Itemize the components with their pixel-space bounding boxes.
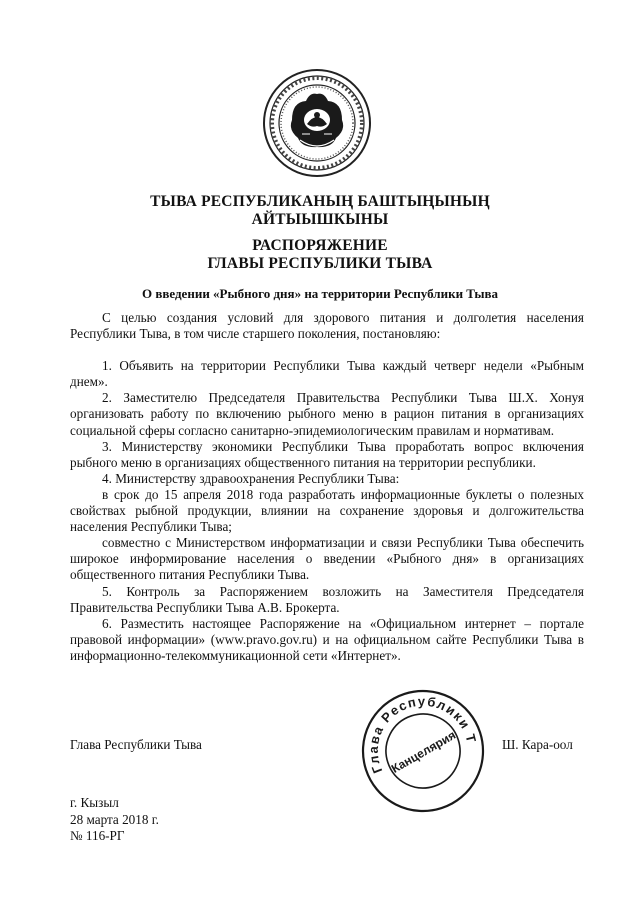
document-body <box>70 310 584 664</box>
paragraph-item-3: 3. Министерству экономики Республики Тыва проработать вопрос включения рыбного меню в организациях общественного питания на территории республики. <box>70 438 584 470</box>
signature-position: Глава Республики Тыва <box>70 737 202 752</box>
header-russian-line-2: ГЛАВЫ РЕСПУБЛИКИ ТЫВА <box>207 255 433 272</box>
paragraph-preamble: С целью создания условий для здорового питания и долголетия населения Республики Тыва, в том числе старшего поколения, постановляю: <box>70 310 584 342</box>
signature-name: Ш. Кара-оол <box>502 737 573 752</box>
header-tyvan-line-2: АЙТЫЫШКЫНЫ <box>251 211 389 228</box>
stamp-ring-text: Глава Республики Тыва <box>365 693 480 776</box>
document-header <box>0 193 640 273</box>
paragraph-item-4-sub-1: в срок до 15 апреля 2018 года разработать информационные буклеты о полезных свойствах рыбной продукции, влиянии на сохранение здоровья и долгожительства населения Республики Тыва; <box>70 486 584 535</box>
paragraph-item-4: 4. Министерству здравоохранения Республики Тыва: <box>102 470 400 486</box>
paragraph-item-6: 6. Разместить настоящее Распоряжение на «Официальном интернет – портале правовой информации» (www.pravo.gov.ru) и на официальном сайте Республики Тыва в информационно-телекоммуникационной сети «Интернет». <box>70 615 584 663</box>
office-stamp <box>358 686 488 816</box>
footer-date: 28 марта 2018 г. <box>70 811 159 827</box>
document-footer <box>70 795 159 845</box>
footer-city: г. Кызыл <box>70 795 119 810</box>
header-russian-line-1: РАСПОРЯЖЕНИЕ <box>252 237 388 254</box>
coat-of-arms-emblem <box>262 68 372 178</box>
document-subject: О введении «Рыбного дня» на территории Республики Тыва <box>141 286 499 301</box>
paragraph-item-5: 5. Контроль за Распоряжением возложить на Заместителя Председателя Правительства Республики Тыва А.В. Брокерта. <box>70 583 584 615</box>
paragraph-item-2: 2. Заместителю Председателя Правительства Республики Тыва Ш.Х. Хонуя организовать работу по включению рыбного меню в рацион питания в организациях социальной сферы согласно санитарно-эпидемиологическим правилам и нормативам. <box>70 390 584 438</box>
header-tyvan-line-1: ТЫВА РЕСПУБЛИКАНЫҢ БАШТЫҢЫНЫҢ <box>150 193 490 210</box>
paragraph-item-1: 1. Объявить на территории Республики Тыва каждый четверг недели «Рыбным днем». <box>70 358 584 390</box>
svg-text:Глава Республики Тыва <box>358 686 480 781</box>
footer-number: № 116-РГ <box>70 828 125 843</box>
paragraph-item-4-sub-2: совместно с Министерством информатизации и связи Республики Тыва обеспечить широкое информирование населения о введении «Рыбного дня» в организациях общественного питания Республики Тыва. <box>70 535 584 583</box>
stamp-center-text: Канцелярия <box>388 727 459 776</box>
